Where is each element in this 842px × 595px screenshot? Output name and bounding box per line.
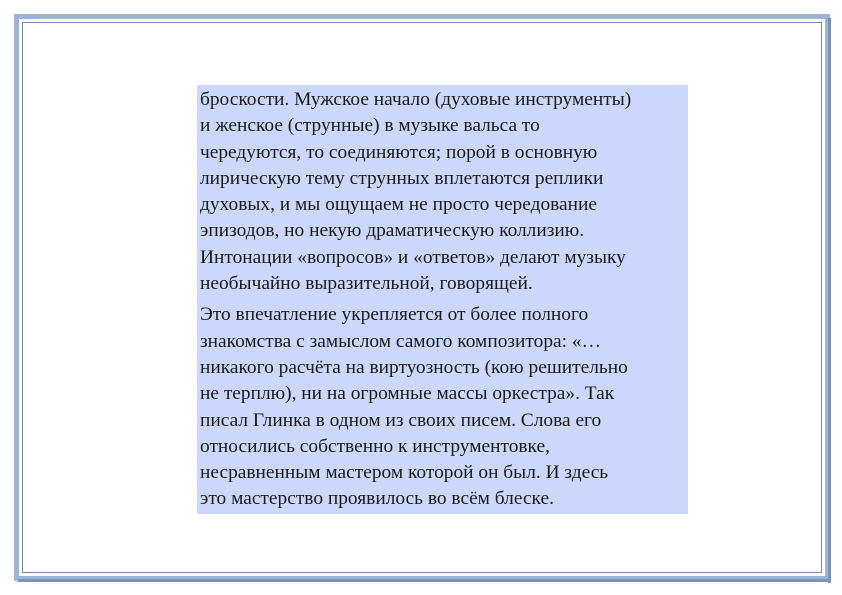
slide-frame-shadow-bottom bbox=[18, 579, 831, 582]
paragraph-1: броскости. Мужское начало (духовые инструменты) и женское (струнные) в музыке вальса то чередуются, то соединяются; порой в основную лирическую тему струнных вплетаются реплики духовых, и мы ощущаем не просто чередование эпизодов, но некую драматическую коллизию. Интонации «вопросов» и «ответов» делают музыку необычайно выразительной, говорящей. bbox=[200, 89, 632, 295]
paragraph-2: Это впечатление укрепляется от более полного знакомства с замыслом самого композитора: «… никакого расчёта на виртуозность (кою решительно не терплю), ни на огромные массы оркестра». Так писал Глинка в одном из своих писем. Слова его относились собственно к инструментовке, несравненным мастером которой он был. И здесь это мастерство проявилось во всём блеске. bbox=[200, 304, 628, 510]
text-box bbox=[197, 85, 688, 514]
slide-frame-shadow-right bbox=[828, 18, 831, 583]
